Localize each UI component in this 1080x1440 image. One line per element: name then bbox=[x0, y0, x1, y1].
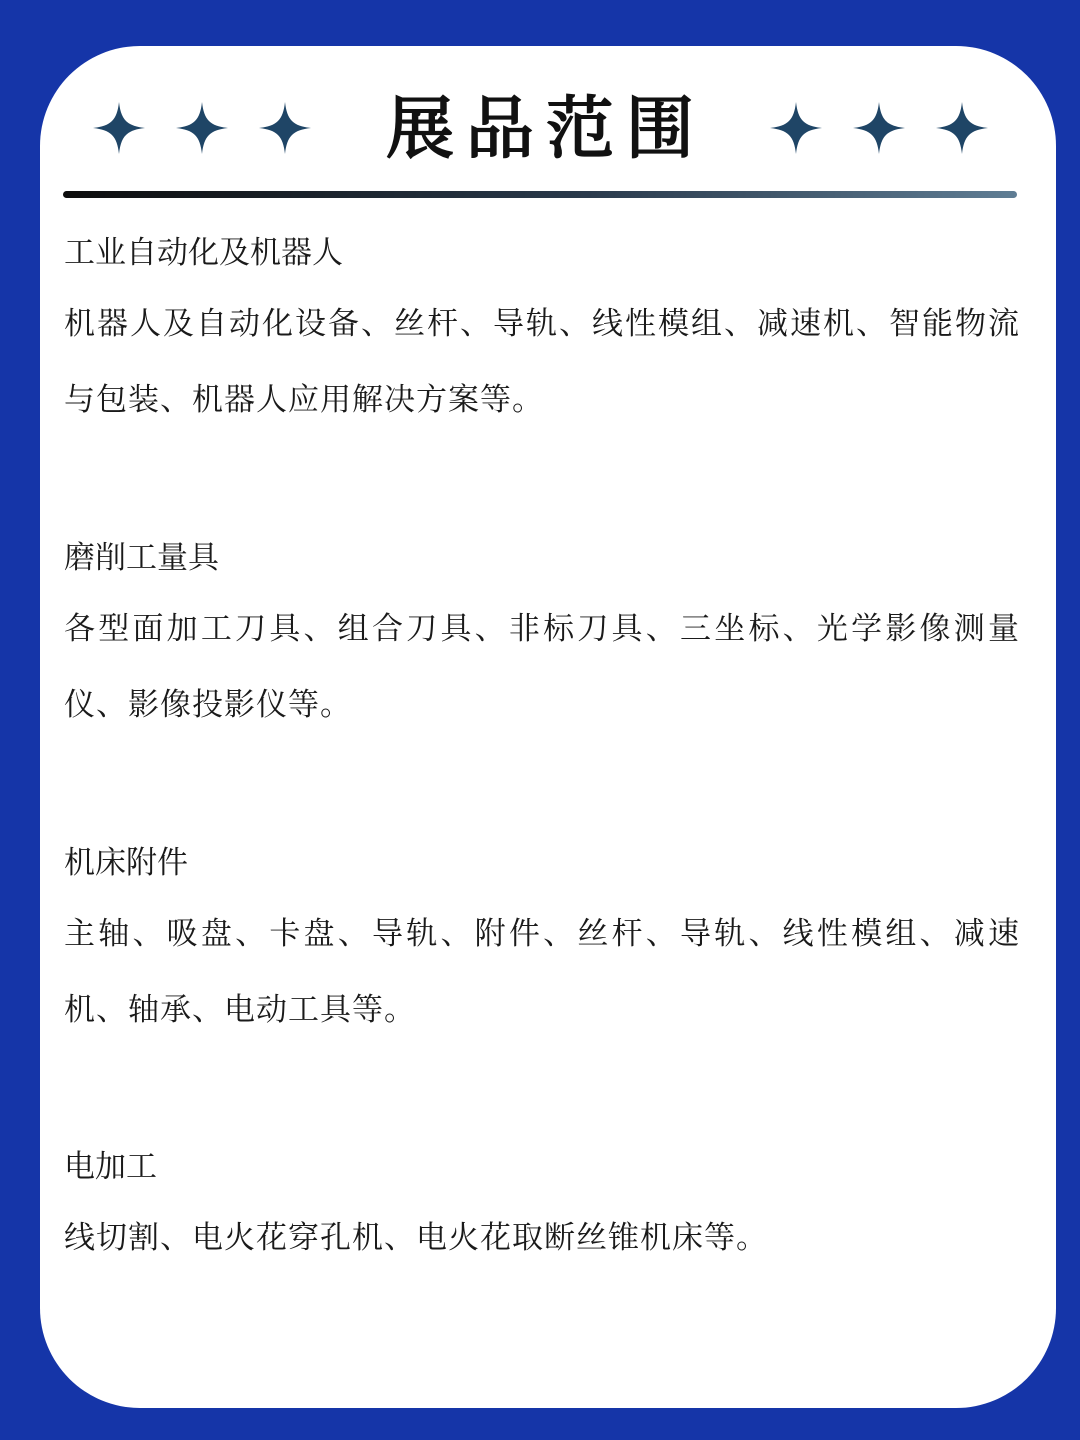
section-title: 机床附件 bbox=[64, 845, 188, 881]
four-point-star-icon bbox=[93, 102, 145, 154]
section-grinding-tools bbox=[64, 525, 1020, 743]
four-point-star-icon bbox=[259, 102, 311, 154]
section-body: 机器人及自动化设备、丝杆、导轨、线性模组、减速机、智能物流与包装、机器人应用解决方案等。 bbox=[64, 306, 1020, 418]
section-industrial-automation bbox=[64, 220, 1020, 438]
page-title: 展品范围 bbox=[386, 90, 707, 169]
section-machine-accessories bbox=[64, 830, 1020, 1048]
four-point-star-icon bbox=[936, 102, 988, 154]
section-body: 主轴、吸盘、卡盘、导轨、附件、丝杆、导轨、线性模组、减速机、轴承、电动工具等。 bbox=[64, 916, 1020, 1028]
section-title: 工业自动化及机器人 bbox=[64, 235, 343, 271]
title-row bbox=[0, 90, 1080, 170]
section-title: 电加工 bbox=[64, 1149, 157, 1185]
section-title: 磨削工量具 bbox=[64, 540, 219, 576]
section-body: 各型面加工刀具、组合刀具、非标刀具、三坐标、光学影像测量仪、影像投影仪等。 bbox=[64, 611, 1020, 723]
four-point-star-icon bbox=[853, 102, 905, 154]
four-point-star-icon bbox=[770, 102, 822, 154]
four-point-star-icon bbox=[176, 102, 228, 154]
section-electrical-machining bbox=[64, 1134, 1020, 1276]
section-body: 线切割、电火花穿孔机、电火花取断丝锥机床等。 bbox=[64, 1220, 768, 1256]
title-divider bbox=[63, 191, 1017, 198]
